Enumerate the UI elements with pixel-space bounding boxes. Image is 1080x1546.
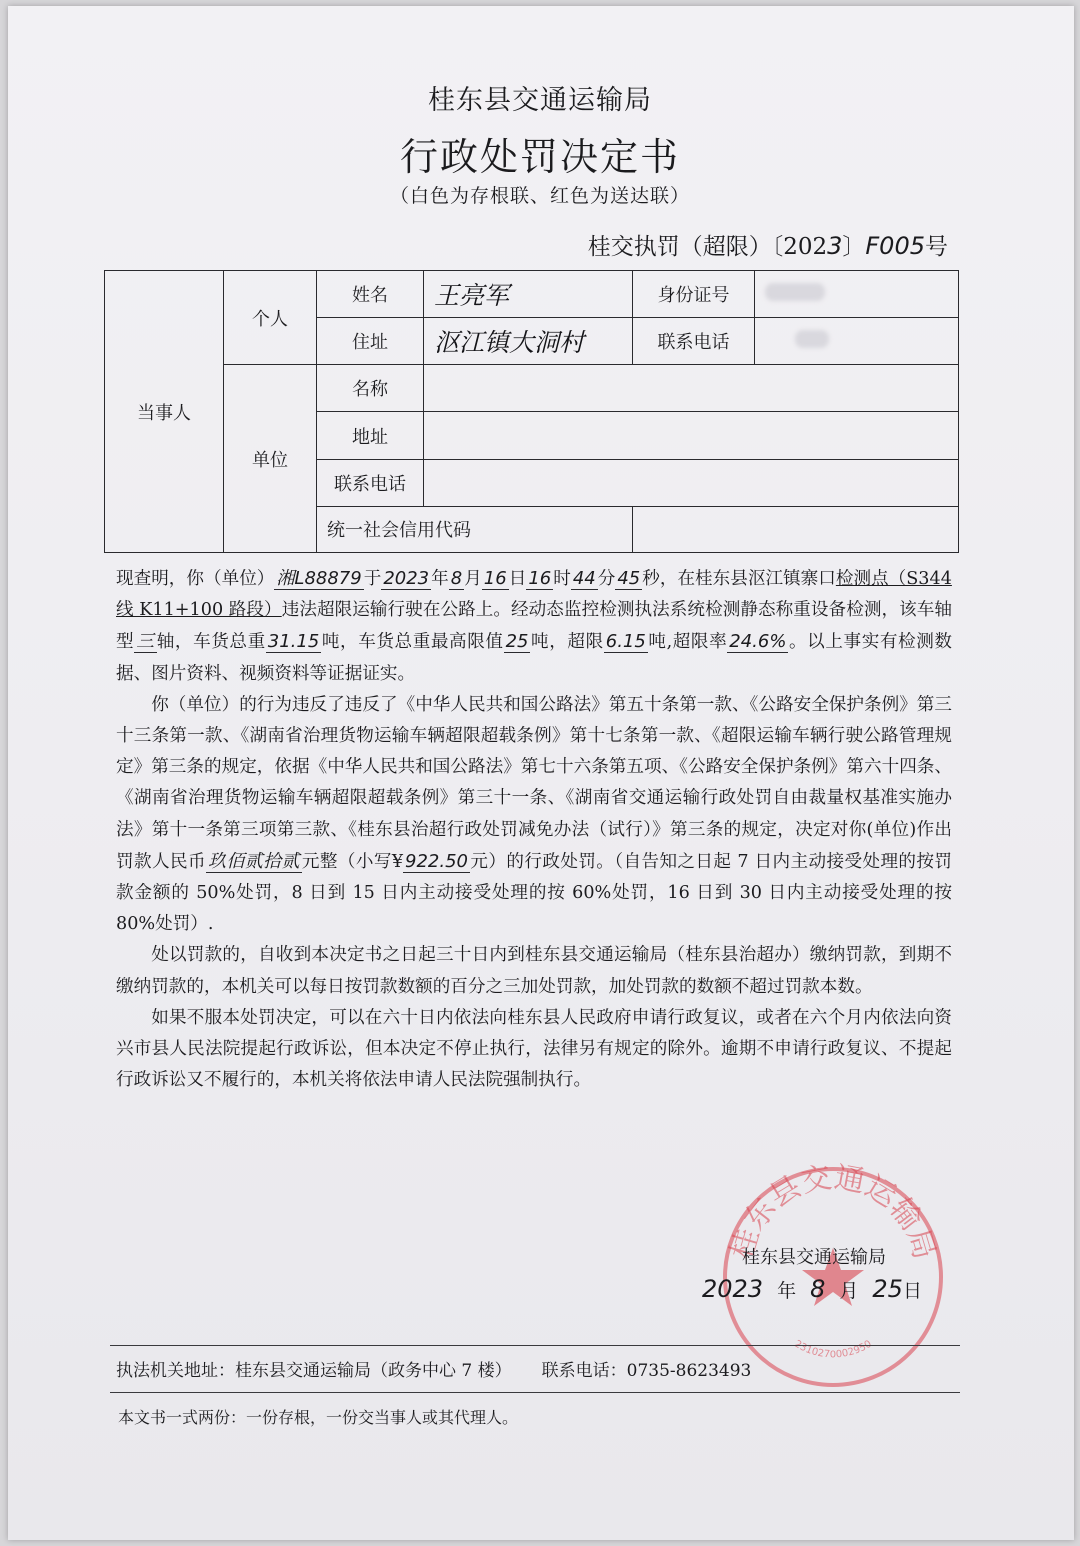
address-field[interactable]	[424, 318, 633, 365]
doc-serial-handwritten: F005	[865, 232, 925, 260]
seal-code: 2310270002950	[792, 1338, 874, 1361]
signature-org: 桂东县交通运输局	[742, 1247, 886, 1268]
unit-name-field[interactable]	[424, 365, 959, 412]
issuing-authority: 桂东县交通运输局	[428, 85, 652, 116]
redaction-blur	[765, 283, 825, 301]
footer-phone: 联系电话：0735-8623493	[541, 1361, 752, 1381]
footer-contact	[116, 1356, 781, 1381]
plate-number: 湘L88879	[276, 568, 362, 589]
signature-date: 2023 年 8 月 25日	[702, 1275, 922, 1303]
decision-paragraph: 你（单位）的行为违反了违反了《中华人民共和国公路法》第五十条第一款、《公路安全保护条例》第三十三条第一款、《湖南省治理货物运输车辆超限超载条例》第十七条第一款、《超限运输车辆行驶公路管理规定》第三条的规定，依据《中华人民共和国公路法》第七十六条第五项、《公路安全保护条例》第六十四条、《湖南省治理货物运输车辆超限超载条例》第三十一条、《湖南省交通运输行政处罚自由裁量权基准实施办法》第十一条第三项第三款、《桂东县治超行政处罚减免办法（试行）》第三条的规定，决定对你(单位)作出罚款人民币 玖佰贰拾贰 元整（小写¥ 922.50 元）的行政处罚。（自告知之日起 7 日内主动接受处理的按罚款金额的 50%处罚，8 日到 15 日内主动接受处理的按 60%处罚，16 日到 30 日内主动接受处理的按 80%处罚）.	[116, 694, 952, 935]
fact-minute: 44	[572, 568, 596, 589]
address-label: 住址	[317, 318, 424, 365]
phone-label: 联系电话	[633, 318, 755, 365]
footer-divider-bottom	[110, 1392, 960, 1393]
overload-rate: 24.6%	[729, 631, 787, 653]
weight-limit: 25	[505, 631, 529, 653]
fact-second: 45	[617, 568, 641, 589]
unit-phone-field[interactable]	[424, 459, 959, 506]
unit-name-label: 名称	[317, 365, 424, 412]
total-weight: 31.15	[267, 631, 320, 653]
sign-year: 2023	[702, 1275, 764, 1303]
party-label: 当事人	[105, 271, 224, 553]
unit-label: 单位	[224, 365, 317, 553]
credit-code-field[interactable]	[633, 506, 959, 552]
unit-address-field[interactable]	[424, 412, 959, 459]
fact-year: 2023	[383, 568, 430, 589]
name-value: 王亮军	[434, 281, 510, 311]
document-subtitle: （白色为存根联、红色为送达联）	[389, 185, 690, 207]
unit-address-label: 地址	[317, 412, 424, 459]
seal-text: 桂东县交通运输局	[724, 1160, 942, 1264]
individual-label: 个人	[224, 271, 317, 365]
name-field[interactable]	[424, 271, 633, 318]
footer-divider-top	[110, 1345, 960, 1346]
sign-day: 25	[872, 1275, 903, 1303]
id-field-redacted[interactable]	[755, 271, 959, 318]
redaction-blur	[795, 330, 829, 348]
document-number: 桂交执罚（超限）〔2023〕F005号	[587, 232, 948, 260]
facts-paragraph: 现查明，你（单位） 湘L88879 于 2023 年 8 月 16 日 16 时 44 分 45 秒，在桂东县沤江镇寨口检测点（S344 线 K11+100 路段）违法超限运输行驶在公路上。经动态监控检测执法系统检测静态称重设备检测，该车轴型 三 轴，车货总重 31.15 吨，车货总重最高限值 25 吨，超限 6.15 吨,超限率 24.6% 。以上事实有检测数据、图片资料、视频资料等证据证实。	[116, 568, 952, 684]
credit-code-label: 统一社会信用代码	[317, 506, 633, 552]
appeal-paragraph: 如果不服本处罚决定，可以在六十日内依法向桂东县人民政府申请行政复议，或者在六个月内依法向资兴市县人民法院提起行政诉讼，但本决定不停止执行，法律另有规定的除外。逾期不申请行政复议、不提起行政诉讼又不履行的，本机关将依法申请人民法院强制执行。	[116, 1007, 952, 1091]
fact-day: 16	[483, 568, 507, 589]
address-value: 沤江镇大洞村	[434, 328, 585, 358]
overload-weight: 6.15	[605, 631, 646, 653]
id-label: 身份证号	[633, 271, 755, 318]
fine-amount-number: 922.50	[405, 850, 469, 872]
name-label: 姓名	[317, 271, 424, 318]
phone-field-redacted[interactable]	[755, 318, 959, 365]
fine-amount-chinese: 玖佰贰拾贰	[207, 850, 300, 872]
sign-month: 8	[810, 1275, 826, 1303]
fact-hour: 16	[528, 568, 552, 589]
fact-location: 检测点（S344 线 K11+100 路段）	[116, 569, 952, 621]
doc-year-handwritten: 3	[827, 232, 843, 260]
fact-month: 8	[450, 568, 463, 589]
document-body	[116, 563, 952, 1096]
unit-phone-label: 联系电话	[317, 459, 424, 506]
axle-type: 三	[136, 631, 155, 653]
footer-address: 执法机关地址：桂东县交通运输局（政务中心 7 楼）	[116, 1361, 512, 1381]
document-title: 行政处罚决定书	[399, 135, 680, 179]
footer-note: 本文书一式两份：一份存根，一份交当事人或其代理人。	[118, 1408, 519, 1427]
payment-paragraph: 处以罚款的，自收到本决定书之日起三十日内到桂东县交通运输局（桂东县治超办）缴纳罚款，到期不缴纳罚款的，本机关可以每日按罚款数额的百分之三加处罚款，加处罚款的数额不超过罚款本数。	[116, 945, 952, 997]
party-table	[104, 270, 959, 553]
